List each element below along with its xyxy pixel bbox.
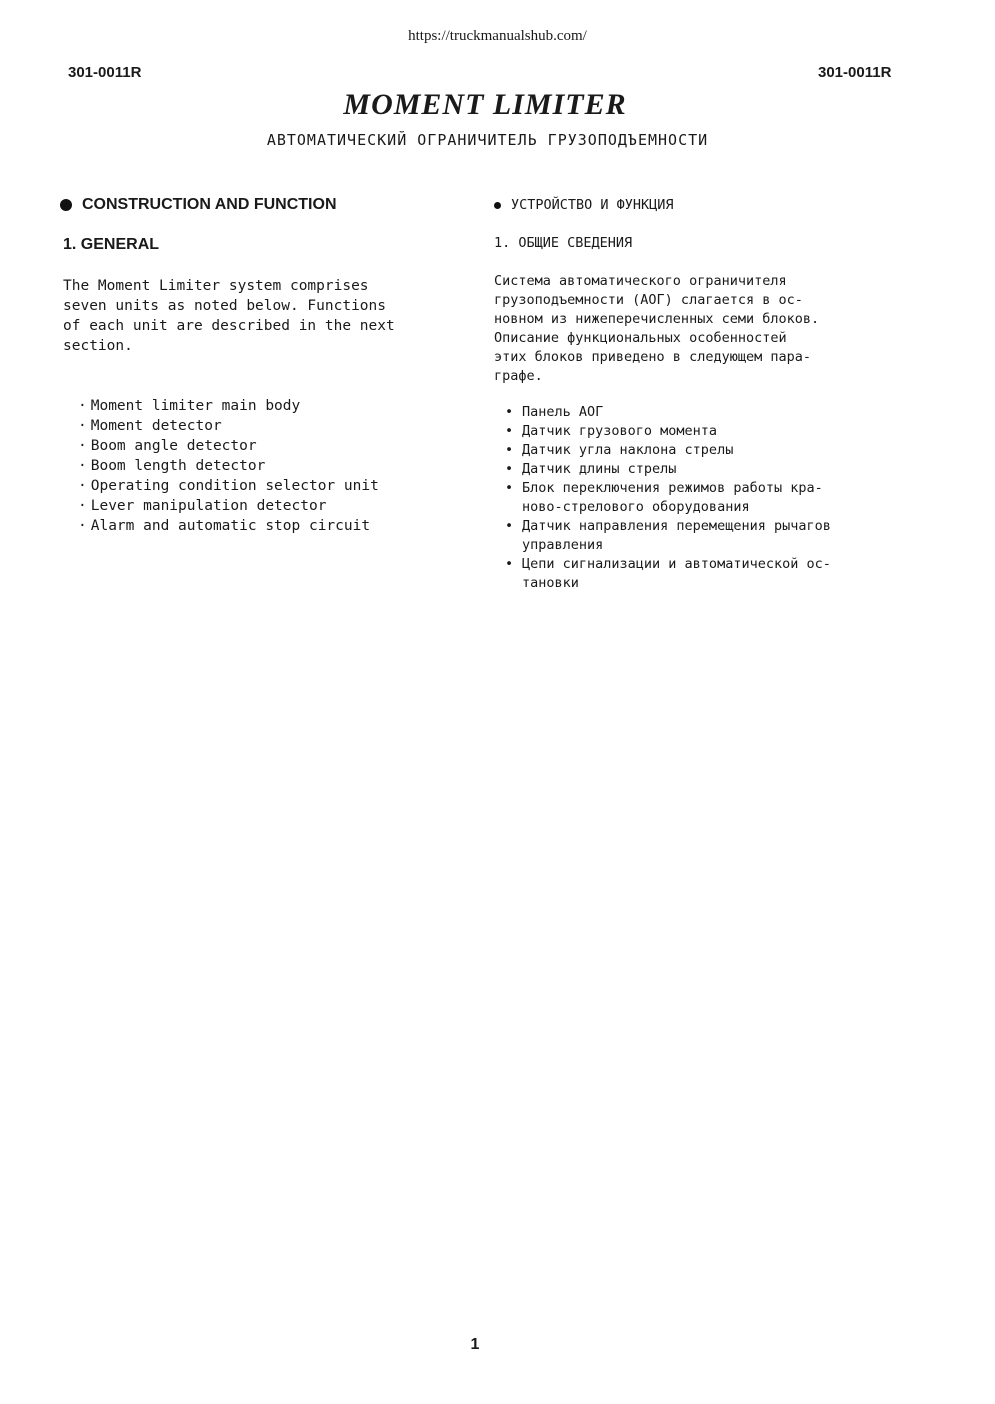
list-item: · Boom angle detector (78, 436, 379, 456)
list-item: • Панель АОГ (505, 403, 895, 422)
unit-list-en (78, 396, 379, 536)
page-subtitle: АВТОМАТИЧЕСКИЙ ОГРАНИЧИТЕЛЬ ГРУЗОПОДЪЕМНОСТИ (266, 131, 709, 149)
section-heading-en-text: CONSTRUCTION AND FUNCTION (82, 196, 337, 213)
intro-paragraph-ru: Система автоматического ограничителя грузоподъемности (АОГ) слагается в ос- новном из нижеперечисленных семи блоков. Описание функциональных особенностей этих блоков приведено в следующем пара- графе. (494, 273, 820, 384)
list-item: · Moment detector (78, 416, 379, 436)
subsection-heading-en: 1. GENERAL (63, 236, 160, 253)
page-number: 1 (470, 1336, 480, 1353)
bullet-icon (60, 199, 72, 211)
unit-list-ru (505, 403, 895, 593)
list-item: · Alarm and automatic stop circuit (78, 516, 379, 536)
list-item: · Boom length detector (78, 456, 379, 476)
document-code-right: 301-0011R (818, 64, 892, 81)
list-item: • Цепи сигнализации и автоматической ос- тановки (505, 555, 895, 593)
section-heading-ru (494, 197, 674, 213)
list-item: • Датчик угла наклона стрелы (505, 441, 895, 460)
intro-paragraph-en: The Moment Limiter system comprises seven units as noted below. Functions of each unit are described in the next section. (63, 278, 395, 354)
section-heading-en (60, 196, 337, 214)
list-item: · Lever manipulation detector (78, 496, 379, 516)
list-item: • Датчик направления перемещения рычагов управления (505, 517, 895, 555)
list-item: · Operating condition selector unit (78, 476, 379, 496)
list-item: • Датчик длины стрелы (505, 460, 895, 479)
bullet-icon (494, 202, 501, 209)
source-url: https://truckmanualshub.com/ (408, 28, 587, 44)
document-code-left: 301-0011R (68, 64, 142, 81)
list-item: • Блок переключения режимов работы кра- ново-стрелового оборудования (505, 479, 895, 517)
section-heading-ru-text: УСТРОЙСТВО И ФУНКЦИЯ (511, 197, 674, 213)
list-item: · Moment limiter main body (78, 396, 379, 416)
page-title: MOMENT LIMITER (343, 88, 627, 121)
list-item: • Датчик грузового момента (505, 422, 895, 441)
subsection-heading-ru: 1. ОБЩИЕ СВЕДЕНИЯ (494, 235, 633, 251)
